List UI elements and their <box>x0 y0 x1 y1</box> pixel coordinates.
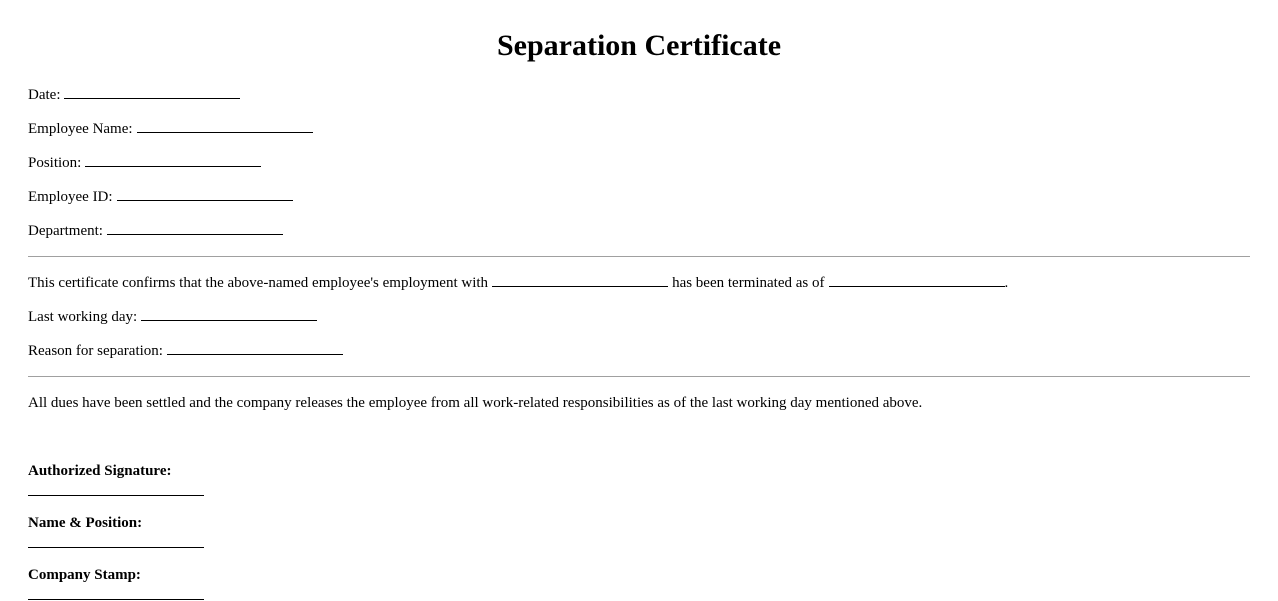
department-row <box>28 222 283 240</box>
date-row <box>28 86 240 104</box>
employee-name-blank <box>137 120 313 133</box>
position-blank <box>85 154 261 167</box>
dues-statement: All dues have been settled and the company releases the employee from all work-related responsibilities as of the last working day mentioned above. <box>28 395 923 411</box>
termination-date-blank <box>829 274 1005 287</box>
page-title: Separation Certificate <box>496 29 782 62</box>
name-position-label: Name & Position: <box>28 515 143 531</box>
confirmation-text-end: . <box>1004 275 1009 291</box>
reason-label: Reason for separation: <box>28 343 163 359</box>
last-working-day-label: Last working day: <box>28 309 138 325</box>
name-position-line <box>28 547 204 548</box>
employee-name-label: Employee Name: <box>28 121 133 137</box>
last-working-day-blank <box>141 308 317 321</box>
employee-id-blank <box>117 188 293 201</box>
reason-blank <box>167 342 343 355</box>
divider-bottom <box>28 376 1250 377</box>
employee-name-row <box>28 120 313 138</box>
employee-id-label: Employee ID: <box>28 189 113 205</box>
employee-id-row <box>28 188 293 206</box>
confirmation-statement <box>28 274 1008 292</box>
reason-row <box>28 342 343 360</box>
position-row <box>28 154 261 172</box>
last-working-day-row <box>28 308 317 326</box>
position-label: Position: <box>28 155 82 171</box>
authorized-signature-label: Authorized Signature: <box>28 463 172 479</box>
divider-top <box>28 256 1250 257</box>
authorized-signature-line <box>28 495 204 496</box>
department-blank <box>107 222 283 235</box>
company-stamp-label: Company Stamp: <box>28 567 141 583</box>
confirmation-text-part1: This certificate confirms that the above-named employee's employment with <box>28 275 489 291</box>
company-stamp-line <box>28 599 204 600</box>
date-blank <box>64 86 240 99</box>
company-name-blank <box>492 274 668 287</box>
date-label: Date: <box>28 87 61 103</box>
confirmation-text-part2: has been terminated as of <box>672 275 825 291</box>
department-label: Department: <box>28 223 103 239</box>
